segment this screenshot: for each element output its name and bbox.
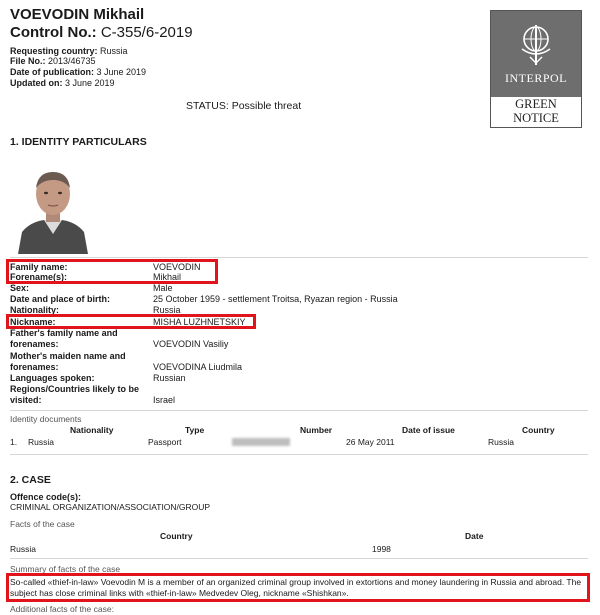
meta-date-of-publication: [10, 67, 146, 78]
facts-title: Facts of the case: [10, 519, 75, 529]
field-label: visited:: [10, 395, 42, 405]
section-identity-heading: 1. IDENTITY PARTICULARS: [10, 136, 147, 148]
logo-line-1: GREEN: [515, 97, 557, 111]
field-value: MISHA LUZHNETSKIY: [153, 317, 246, 327]
control-number-label: Control No.:: [10, 24, 97, 41]
subject-name-title: VOEVODIN Mikhail: [10, 6, 145, 23]
additional-facts-title: Additional facts of the case:: [10, 604, 114, 614]
field-label: Family name:: [10, 262, 68, 272]
field-label: Forename(s):: [10, 272, 68, 282]
field-label: forenames:: [10, 339, 59, 349]
meta-label: File No.:: [10, 56, 46, 66]
offence-value: CRIMINAL ORGANIZATION/ASSOCIATION/GROUP: [10, 502, 211, 512]
meta-value: 2013/46735: [48, 56, 96, 66]
field-value: Mikhail: [153, 272, 182, 282]
summary-divider: [10, 558, 588, 559]
identity-documents-title: Identity documents: [10, 414, 82, 424]
field-label: Languages spoken:: [10, 373, 95, 383]
doc-date: 26 May 2011: [346, 437, 395, 447]
summary-text: So-called «thief-in-law» Voevodin M is a member of an organized criminal group involved in extortions and money laundering in Russia and abroad. The subject has close criminal links with «thief-in-law» Medvedev Oleg, nickname «Shishkan».: [10, 577, 582, 598]
field-label: Father's family name and: [10, 328, 118, 338]
redacted-document-number: [232, 438, 290, 446]
control-number: [10, 24, 193, 42]
field-value: Israel: [153, 395, 176, 405]
highlight-box-nickname: [6, 314, 256, 329]
case-divider: [10, 454, 588, 455]
identity-docs-divider: [10, 410, 588, 411]
field-label: Mother's maiden name and: [10, 351, 126, 361]
meta-value: 3 June 2019: [96, 67, 147, 77]
highlight-box-name: [6, 259, 218, 284]
facts-date: 1998: [372, 544, 391, 554]
doc-country: Russia: [488, 437, 514, 447]
field-value: VOEVODIN Vasiliy: [153, 339, 229, 349]
status-text: STATUS: Possible threat: [186, 100, 302, 112]
field-value: Russian: [153, 373, 186, 383]
col-nationality: Nationality: [70, 425, 114, 435]
control-number-value: C-355/6-2019: [100, 24, 193, 41]
field-label: Regions/Countries likely to be: [10, 384, 140, 394]
field-value: 25 October 1959 - settlement Troitsa, Ryazan region - Russia: [153, 294, 398, 304]
field-label: Date and place of birth:: [10, 294, 111, 304]
col-date-of-issue: Date of issue: [402, 425, 455, 435]
summary-title: Summary of facts of the case: [10, 564, 121, 574]
field-value: Male: [153, 283, 173, 293]
meta-label: Date of publication:: [10, 67, 94, 77]
col-facts-country: Country: [160, 531, 193, 541]
interpol-green-notice-logo: [490, 10, 582, 128]
logo-line-2: NOTICE: [513, 111, 559, 125]
doc-nationality: Russia: [28, 437, 54, 447]
col-facts-date: Date: [465, 531, 484, 541]
field-value: Russia: [153, 305, 181, 315]
col-country: Country: [522, 425, 555, 435]
field-label: Nationality:: [10, 305, 60, 315]
subject-portrait-image: [10, 160, 96, 254]
field-label: Offence code(s):: [10, 492, 82, 502]
meta-updated-on: [10, 78, 115, 89]
field-label: forenames:: [10, 362, 59, 372]
subject-photo: [10, 160, 96, 254]
section-case-heading: 2. CASE: [10, 474, 51, 486]
meta-file-no: [10, 56, 96, 67]
highlight-box-summary: [6, 573, 590, 602]
logo-emblem-area: [491, 11, 581, 97]
meta-value: Russia: [100, 46, 128, 56]
field-value: VOEVODINA Liudmila: [153, 362, 243, 372]
doc-type: Passport: [148, 437, 182, 447]
col-number: Number: [300, 425, 333, 435]
interpol-globe-icon: [518, 23, 554, 67]
field-label: Sex:: [10, 283, 30, 293]
field-value: VOEVODIN: [153, 262, 201, 272]
meta-label: Requesting country:: [10, 46, 98, 56]
field-label: Nickname:: [10, 317, 56, 327]
facts-country: Russia: [10, 544, 36, 554]
meta-label: Updated on:: [10, 78, 63, 88]
doc-index: 1.: [10, 437, 18, 447]
logo-notice-type: [491, 97, 581, 125]
logo-org-text: INTERPOL: [505, 71, 567, 85]
meta-value: 3 June 2019: [65, 78, 115, 88]
col-type: Type: [185, 425, 205, 435]
identity-divider: [10, 257, 588, 258]
